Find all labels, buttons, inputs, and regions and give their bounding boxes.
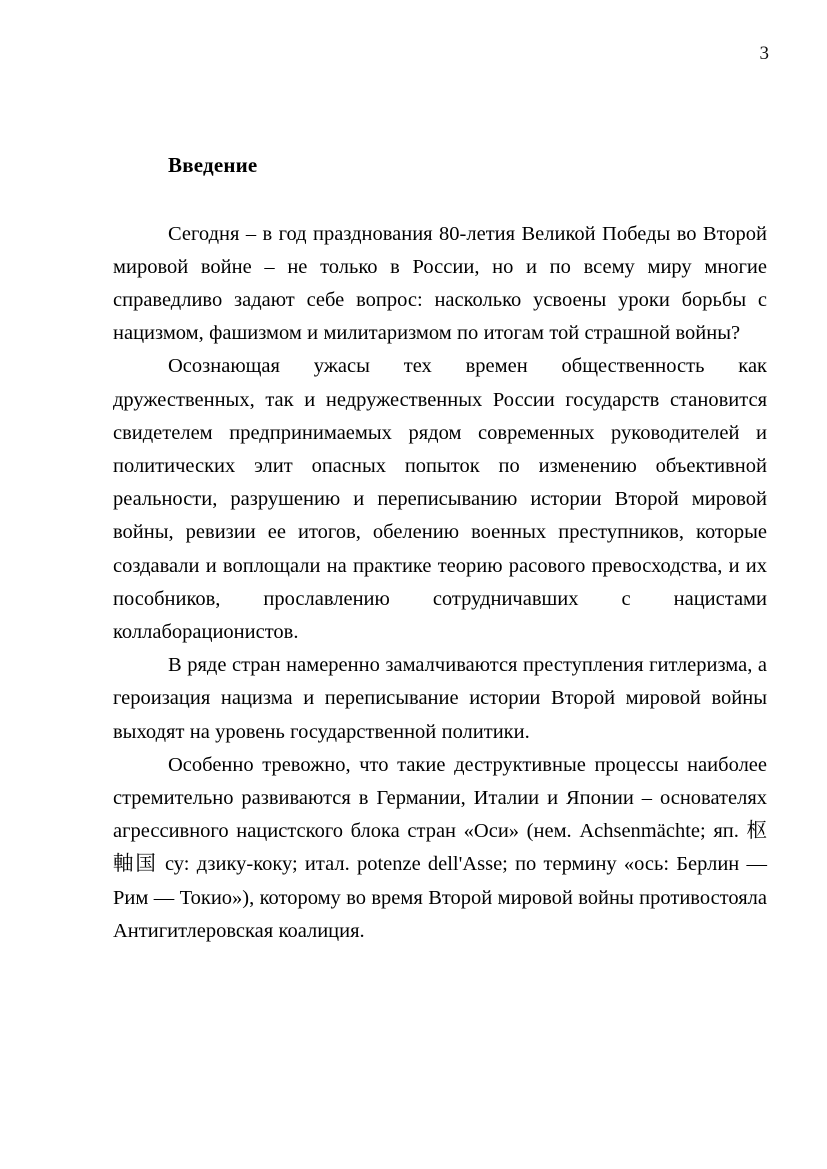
- paragraph-4: Особенно тревожно, что такие деструктивные процессы наиболее стремительно развиваются в Германии, Италии и Японии – основателях агрессивного нацистского блока стран «Оси» (нем. Achsenmächte; яп. 枢軸国 су: дзику-коку; итал. potenze dell'Asse; по термину «ось: Берлин — Рим — Токио»), которому во время Второй мировой войны противостояла Антигитлеровская коалиция.: [113, 753, 767, 942]
- paragraph-1: Сегодня – в год празднования 80-летия Великой Победы во Второй мировой войне – не только в России, но и по всему миру многие справедливо задают себе вопрос: насколько усвоены уроки борьбы с нацизмом, фашизмом и милитаризмом по итогам той страшной войны?: [113, 222, 767, 345]
- page-title: Введение: [168, 153, 258, 177]
- paragraph-2: Осознающая ужасы тех времен общественность как дружественных, так и недружественных России государств становится свидетелем предпринимаемых рядом современных руководителей и политических элит опасных попыток по изменению объективной реальности, разрушению и переписыванию истории Второй мировой войны, ревизии ее итогов, обелению военных преступников, которые создавали и воплощали на практике теорию расового превосходства, и их пособников, прославлению сотрудничавших с нацистами коллаборационистов.: [113, 355, 767, 643]
- page-content: [113, 150, 767, 948]
- paragraph-3: В ряде стран намеренно замалчиваются преступления гитлеризма, а героизация нацизма и переписывание истории Второй мировой войны выходят на уровень государственной политики.: [113, 654, 767, 743]
- page-number: 3: [759, 43, 769, 64]
- body-text: [113, 218, 767, 948]
